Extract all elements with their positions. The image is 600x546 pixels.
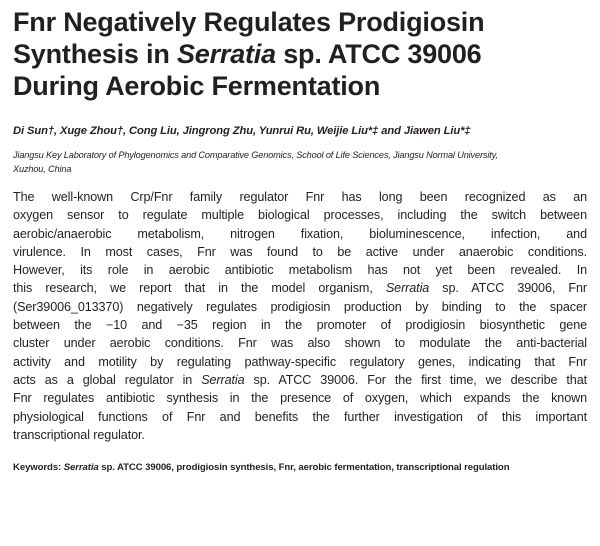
title-line-1: Fnr Negatively Regulates Prodigiosin (13, 7, 485, 37)
abstract-line-4: virulence. In most cases, Fnr was found to be active under anaerobic conditions. (13, 244, 587, 259)
abstract-line-1: The well-known Crp/Fnr family regulator Fnr has long been recognized as an (13, 190, 587, 204)
abstract-line-2: oxygen sensor to regulate multiple biological processes, including the switch between (13, 208, 587, 223)
abstract-line-10: activity and motility by regulating pathway-specific regulatory genes, indicating that Fnr (13, 354, 587, 369)
keywords (13, 462, 587, 473)
abstract-line-8: between the −10 and −35 region in the promoter of prodigiosin biosynthetic gene (13, 318, 587, 333)
title-species-italic: Serratia (176, 39, 276, 69)
abstract-line-11-text: acts as a global regulator in (13, 372, 202, 387)
abstract-line-6 (13, 279, 587, 297)
abstract (13, 188, 587, 444)
abstract-line-13: physiological functions of Fnr and benefits the further investigation of this important (13, 409, 587, 424)
title-line-3: During Aerobic Fermentation (13, 71, 381, 101)
abstract-line-3: aerobic/anaerobic metabolism, nitrogen fixation, bioluminescence, infection, and (13, 226, 587, 241)
affiliation-line-1: Jiangsu Key Laboratory of Phylogenomics and Comparative Genomics, School of Life Sciences, Jiangsu Normal University, (13, 150, 498, 160)
abstract-line-6-text: this research, we report that in the model organism, (13, 281, 386, 296)
title-line-2-text: Synthesis in (13, 39, 177, 69)
keywords-label: Keywords: (13, 462, 62, 474)
abstract-line-6-tail: sp. ATCC 39006, Fnr (429, 281, 587, 296)
keywords-list: sp. ATCC 39006, prodigiosin synthesis, Fnr, aerobic fermentation, transcriptional regulation (98, 462, 510, 474)
abstract-line-11 (13, 371, 587, 389)
abstract-line-7: (Ser39006_013370) negatively regulates prodigiosin production by binding to the spacer (13, 299, 587, 314)
title-line-2-tail: sp. ATCC 39006 (275, 39, 482, 69)
title-line-2 (13, 38, 587, 70)
paper-page (13, 6, 587, 473)
affiliation-line-2: Xuzhou, China (13, 164, 72, 174)
abstract-species-italic: Serratia (201, 372, 245, 387)
abstract-line-14: transcriptional regulator. (13, 427, 145, 442)
abstract-line-12: Fnr regulates antibiotic synthesis in the presence of oxygen, which expands the known (13, 391, 587, 406)
keywords-species-italic: Serratia (63, 462, 99, 474)
author-list: Di Sun†, Xuge Zhou†, Cong Liu, Jingrong Zhu, Yunrui Ru, Weijie Liu*‡ and Jiawen Liu*‡ (13, 125, 471, 137)
paper-title (13, 6, 587, 102)
affiliation (13, 148, 587, 176)
abstract-line-5: However, its role in aerobic antibiotic metabolism has not yet been revealed. In (13, 263, 587, 278)
abstract-line-11-tail: sp. ATCC 39006. For the first time, we describe that (244, 372, 588, 387)
abstract-line-9: cluster under aerobic conditions. Fnr was also shown to modulate the anti-bacterial (13, 336, 587, 351)
abstract-species-italic: Serratia (385, 281, 430, 296)
